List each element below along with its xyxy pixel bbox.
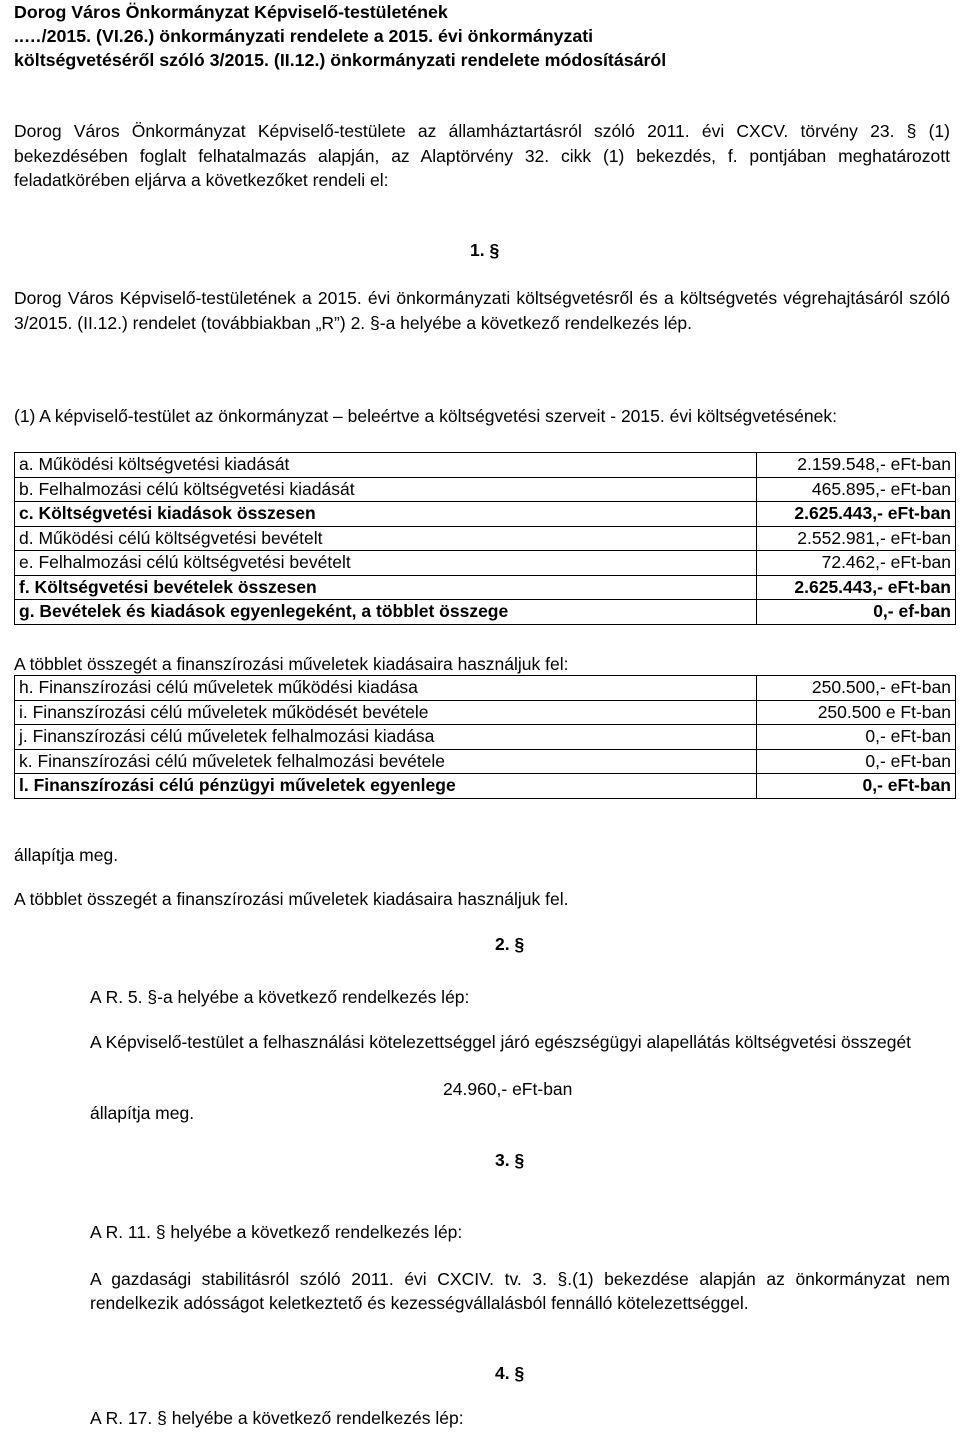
- table-row: [15, 575, 956, 600]
- financing-table: [14, 675, 956, 799]
- row-label: k. Finanszírozási célú műveletek felhalmozási bevétele: [15, 749, 757, 774]
- row-amount: 2.625.443,- eFt-ban: [757, 575, 956, 600]
- section-2-text: A Képviselő-testület a felhasználási kötelezettséggel járó egészségügyi alapellátás költségvetési összegét: [90, 1032, 912, 1052]
- row-label: g. Bevételek és kiadások egyenlegeként, a többlet összege: [15, 600, 757, 625]
- row-amount: 0,- ef-ban: [757, 600, 956, 625]
- row-amount: 250.500,- eFt-ban: [757, 676, 956, 701]
- row-amount: 0,- eFt-ban: [757, 749, 956, 774]
- row-label: f. Költségvetési bevételek összesen: [15, 575, 757, 600]
- row-amount: 2.552.981,- eFt-ban: [757, 526, 956, 551]
- section-2-intro: A R. 5. §-a helyébe a következő rendelkezés lép:: [90, 987, 470, 1007]
- row-label: j. Finanszírozási célú műveletek felhalmozási kiadása: [15, 725, 757, 750]
- section-3-heading: 3. §: [495, 1150, 525, 1170]
- table2-caption: A többlet összegét a finanszírozási műveletek kiadásaira használjuk fel:: [14, 654, 569, 674]
- row-amount: 72.462,- eFt-ban: [757, 551, 956, 576]
- section-3-text: A gazdasági stabilitásról szóló 2011. évi CXCIV. tv. 3. §.(1) bekezdése alapján az önkormányzat nem rendelkezik adósságot keletkeztető és kezességvállalásból fennálló kötelezettséggel.: [90, 1269, 950, 1313]
- table-row: [15, 453, 956, 478]
- row-label: i. Finanszírozási célú műveletek működését bevétele: [15, 700, 757, 725]
- title-line-1: Dorog Város Önkormányzat Képviselő-testületének: [14, 2, 448, 22]
- section-1-intro: Dorog Város Képviselő-testületének a 2015. évi önkormányzati költségvetésről és a költségvetés végrehajtásáról szóló 3/2015. (II.12.) rendelet (továbbiakban „R”) 2. §-a helyébe a következő rendelkezés lép.: [14, 288, 950, 333]
- table-row: [15, 526, 956, 551]
- row-amount: 250.500 e Ft-ban: [757, 700, 956, 725]
- section-2-closing: állapítja meg.: [90, 1103, 195, 1123]
- section-2-amount: 24.960,- eFt-ban: [443, 1079, 573, 1099]
- table-row: [15, 725, 956, 750]
- section-3-intro: A R. 11. § helyébe a következő rendelkezés lép:: [90, 1222, 463, 1242]
- row-amount: 0,- eFt-ban: [757, 774, 956, 799]
- section-1-paragraph: (1) A képviselő-testület az önkormányzat – beleértve a költségvetési szerveit - 2015. évi költségvetésének:: [14, 406, 837, 426]
- section-1-heading: 1. §: [470, 240, 500, 260]
- row-label: e. Felhalmozási célú költségvetési bevételt: [15, 551, 757, 576]
- row-label: a. Működési költségvetési kiadását: [15, 453, 757, 478]
- section-2-heading: 2. §: [495, 934, 525, 954]
- row-label: l. Finanszírozási célú pénzügyi műveletek egyenlege: [15, 774, 757, 799]
- table-row: [15, 700, 956, 725]
- row-label: b. Felhalmozási célú költségvetési kiadását: [15, 477, 757, 502]
- title-line-2: ..…/2015. (VI.26.) önkormányzati rendelete a 2015. évi önkormányzati: [14, 26, 594, 46]
- document-title: [14, 0, 814, 72]
- row-label: c. Költségvetési kiadások összesen: [15, 502, 757, 527]
- table-row: [15, 676, 956, 701]
- title-line-3: költségvetéséről szóló 3/2015. (II.12.) önkormányzati rendelete módosításáról: [14, 50, 667, 70]
- table-row: [15, 551, 956, 576]
- row-label: d. Működési célú költségvetési bevételt: [15, 526, 757, 551]
- budget-table: [14, 452, 956, 625]
- row-amount: 465.895,- eFt-ban: [757, 477, 956, 502]
- row-amount: 2.625.443,- eFt-ban: [757, 502, 956, 527]
- row-amount: 0,- eFt-ban: [757, 725, 956, 750]
- section-4-intro: A R. 17. § helyébe a következő rendelkezés lép:: [90, 1408, 464, 1428]
- section-1-closing-note: A többlet összegét a finanszírozási műveletek kiadásaira használjuk fel.: [14, 889, 569, 909]
- table-row: [15, 774, 956, 799]
- table-row: [15, 477, 956, 502]
- table-row: [15, 749, 956, 774]
- table-row: [15, 502, 956, 527]
- section-1-closing: állapítja meg.: [14, 845, 119, 865]
- row-label: h. Finanszírozási célú műveletek működési kiadása: [15, 676, 757, 701]
- preamble: Dorog Város Önkormányzat Képviselő-testülete az államháztartásról szóló 2011. évi CXCV. törvény 23. § (1) bekezdésében foglalt felhatalmazás alapján, az Alaptörvény 32. cikk (1) bekezdés, f. pontjában meghatározott feladatkörében eljárva a következőket rendeli el:: [14, 121, 950, 190]
- table-row: [15, 600, 956, 625]
- section-4-heading: 4. §: [495, 1363, 525, 1383]
- row-amount: 2.159.548,- eFt-ban: [757, 453, 956, 478]
